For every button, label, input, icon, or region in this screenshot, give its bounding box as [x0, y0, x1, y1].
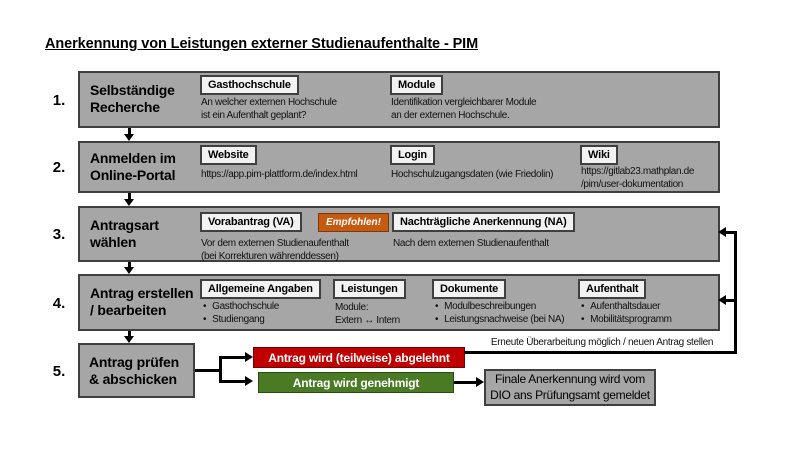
list-item: • Studiengang — [203, 313, 279, 326]
chip-nachtraegliche-anerkennung: Nachträgliche Anerkennung (NA) — [392, 212, 575, 232]
chip-leistungen: Leistungen — [333, 279, 406, 299]
arrow-down-4-icon — [124, 336, 134, 343]
chip-module: Module — [390, 75, 443, 95]
rejected-outcome-box: Antrag wird (teilweise) abgelehnt — [253, 347, 465, 368]
step-1-label: Selbständige Recherche — [90, 82, 175, 115]
final-note-line: Finale Anerkennung wird vom — [495, 371, 645, 386]
chip-allgemeine-angaben: Allgemeine Angaben — [200, 279, 321, 299]
approved-outcome-box: Antrag wird genehmigt — [258, 372, 454, 393]
chip-wiki: Wiki — [580, 145, 618, 165]
final-note-line: DIO ans Prüfungsamt gemeldet — [490, 387, 650, 402]
approved-to-final-line — [454, 381, 478, 384]
caption-gasthochschule: An welcher externen Hochschule ist ein Aufenthalt geplant? — [201, 97, 337, 121]
caption-login: Hochschulzugangsdaten (wie Friedolin) — [391, 169, 554, 180]
list-item: • Aufenthaltsdauer — [581, 300, 672, 313]
chip-vorabantrag: Vorabantrag (VA) — [200, 212, 302, 232]
chip-aufenthalt: Aufenthalt — [578, 279, 646, 299]
list-item: • Mobilitätsprogramm — [581, 313, 672, 326]
step-2-number: 2. — [52, 159, 66, 176]
chip-dokumente: Dokumente — [432, 279, 506, 299]
step-5-number: 5. — [52, 363, 66, 380]
fork-top-line — [219, 356, 245, 359]
badge-empfohlen: Empfohlen! — [318, 213, 389, 232]
list-aufenthalt — [581, 300, 672, 326]
chip-website: Website — [200, 145, 257, 165]
feedback-branch-step3-line — [726, 231, 736, 234]
chip-login: Login — [390, 145, 435, 165]
caption-module: Identifikation vergleichbarer Module an der externen Hochschule. — [391, 97, 537, 121]
caption-nachtraegliche-anerkennung: Nach dem externen Studienaufenthalt — [393, 238, 549, 249]
page-title: Anerkennung von Leistungen externer Studienaufenthalte - PIM — [45, 36, 479, 52]
fork-stem-line — [195, 369, 221, 372]
arrow-down-1-icon — [124, 134, 134, 141]
step-2-label: Anmelden im Online-Portal — [90, 150, 176, 183]
feedback-vertical-line — [734, 231, 737, 354]
arrow-down-2-icon — [124, 199, 134, 206]
feedback-branch-step4-line — [726, 299, 736, 302]
feedback-horizontal-line — [464, 351, 737, 354]
list-item: • Modulbeschreibungen — [435, 300, 564, 313]
caption-wiki-url: https://gitlab23.mathplan.de /pim/user-dokumentation — [581, 166, 695, 190]
arrow-left-step3-icon — [718, 227, 726, 237]
step-1-number: 1. — [52, 92, 66, 109]
step-4-label: Antrag erstellen / bearbeiten — [90, 285, 194, 318]
list-allgemeine-angaben — [203, 300, 279, 326]
arrow-left-step4-icon — [718, 295, 726, 305]
arrow-down-3-icon — [124, 267, 134, 274]
arrow-right-final-icon — [476, 377, 484, 387]
caption-leistungen: Module: Extern ↔ Intern — [335, 302, 400, 326]
list-dokumente — [435, 300, 564, 326]
caption-vorabantrag: Vor dem externen Studienaufenthalt (bei Korrekturen währenddessen) — [201, 238, 349, 262]
step-3-label: Antragsart wählen — [90, 217, 159, 250]
arrow-right-rejected-icon — [245, 352, 253, 362]
step-4-number: 4. — [52, 295, 66, 312]
list-item: • Leistungsnachweise (bei NA) — [435, 313, 564, 326]
step-3-number: 3. — [52, 226, 66, 243]
step-5-label: Antrag prüfen & abschicken — [89, 354, 179, 387]
list-item: • Gasthochschule — [203, 300, 279, 313]
arrow-right-approved-icon — [245, 376, 253, 386]
final-note-box — [484, 369, 656, 406]
chip-gasthochschule: Gasthochschule — [200, 75, 299, 95]
caption-website-url: https://app.pim-plattform.de/index.html — [201, 169, 358, 180]
fork-bottom-line — [219, 380, 245, 383]
retry-note: Erneute Überarbeitung möglich / neuen Antrag stellen — [490, 337, 714, 348]
